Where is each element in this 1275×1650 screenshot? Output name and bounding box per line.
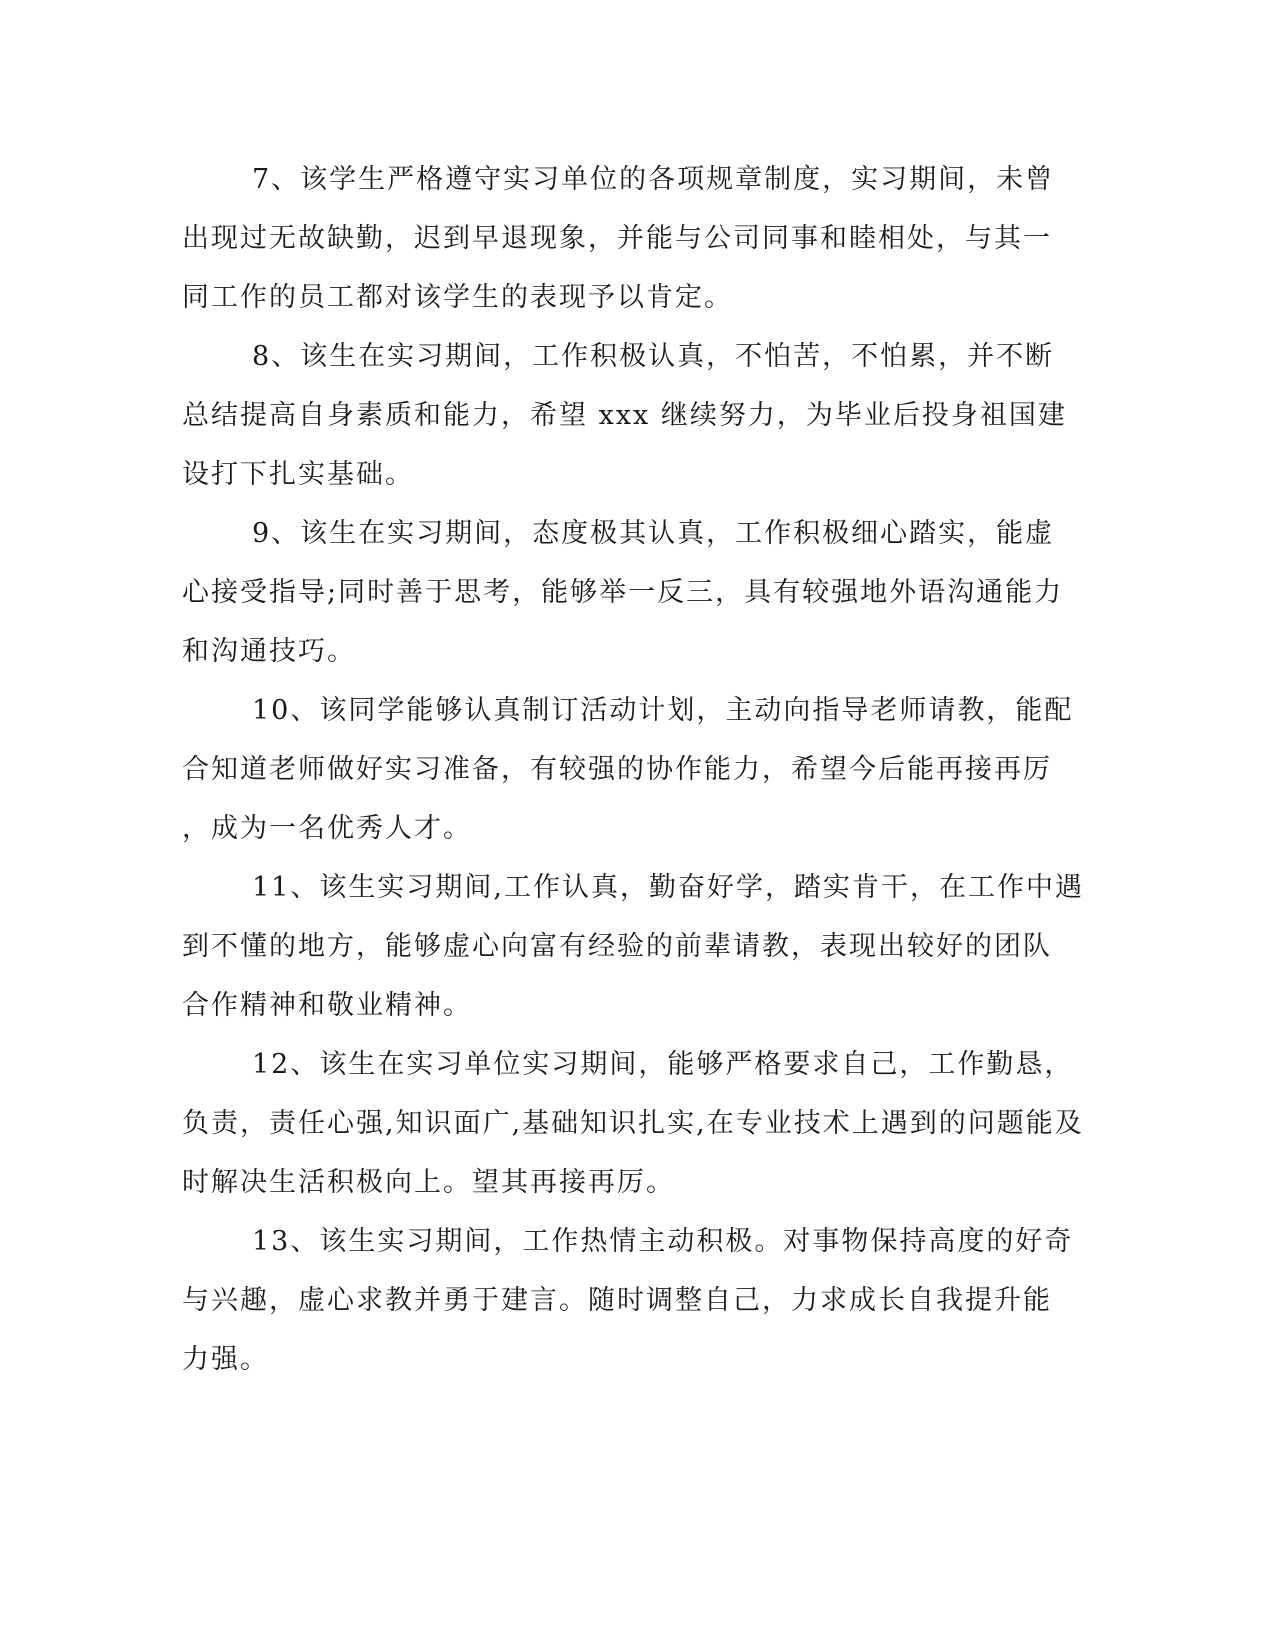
paragraph-8 (182, 327, 1082, 504)
paragraph-10 (182, 681, 1082, 858)
paragraph-line: 到不懂的地方，能够虚心向富有经验的前辈请教，表现出较好的团队 (182, 931, 1052, 962)
paragraph-12 (182, 1035, 1082, 1212)
paragraph-line: 总结提高自身素质和能力，希望 xxx 继续努力，为毕业后投身祖国建 (182, 400, 1067, 431)
document-body (182, 150, 1082, 1389)
paragraph-line: 与兴趣，虚心求教并勇于建言。随时调整自己，力求成长自我提升能 (182, 1285, 1052, 1316)
paragraph-7 (182, 150, 1082, 327)
paragraph-line: ，成为一名优秀人才。 (182, 813, 472, 844)
paragraph-line: 7、该学生严格遵守实习单位的各项规章制度，实习期间，未曾 (252, 164, 1055, 195)
paragraph-line: 合知道老师做好实习准备，有较强的协作能力，希望今后能再接再厉 (182, 754, 1052, 785)
paragraph-line: 力强。 (182, 1344, 269, 1375)
paragraph-line: 心接受指导;同时善于思考，能够举一反三，具有较强地外语沟通能力 (182, 577, 1064, 608)
paragraph-line: 8、该生在实习期间，工作积极认真，不怕苦，不怕累，并不断 (252, 341, 1055, 372)
paragraph-line: 出现过无故缺勤，迟到早退现象，并能与公司同事和睦相处，与其一 (182, 223, 1052, 254)
paragraph-line: 11、该生实习期间,工作认真，勤奋好学，踏实肯干，在工作中遇 (252, 872, 1084, 903)
paragraph-line: 10、该同学能够认真制订活动计划，主动向指导老师请教，能配 (252, 695, 1074, 726)
paragraph-line: 合作精神和敬业精神。 (182, 990, 472, 1021)
paragraph-11 (182, 858, 1082, 1035)
paragraph-line: 12、该生在实习单位实习期间，能够严格要求自己，工作勤恳， (252, 1049, 1074, 1080)
paragraph-line: 13、该生实习期间，工作热情主动积极。对事物保持高度的好奇 (252, 1226, 1074, 1257)
paragraph-line: 同工作的员工都对该学生的表现予以肯定。 (182, 282, 733, 313)
paragraph-9 (182, 504, 1082, 681)
paragraph-line: 和沟通技巧。 (182, 636, 356, 667)
paragraph-line: 9、该生在实习期间，态度极其认真，工作积极细心踏实，能虚 (252, 518, 1055, 549)
paragraph-line: 负责，责任心强,知识面广,基础知识扎实,在专业技术上遇到的问题能及 (182, 1108, 1084, 1139)
paragraph-13 (182, 1212, 1082, 1389)
paragraph-line: 设打下扎实基础。 (182, 459, 414, 490)
paragraph-line: 时解决生活积极向上。望其再接再厉。 (182, 1167, 675, 1198)
